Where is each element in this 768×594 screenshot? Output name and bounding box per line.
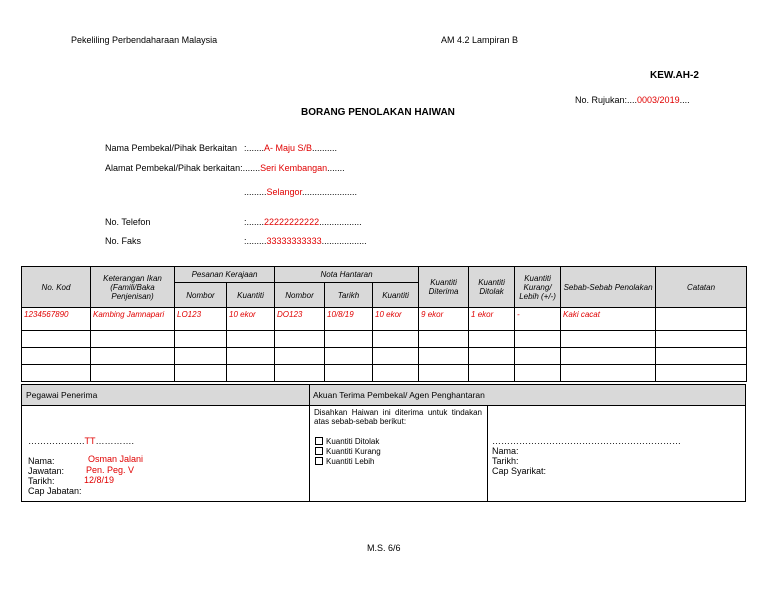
cell-pesanan-nombor: LO123 <box>175 308 227 331</box>
col-header-tarikh: Tarikh <box>325 283 373 308</box>
acknowledgement-box <box>21 384 746 502</box>
col-header-catatan: Catatan <box>656 267 747 308</box>
supplier-name-label: Nama Pembekal/Pihak Berkaitan <box>105 143 238 153</box>
supplier-address2-value: Selangor <box>266 187 303 197</box>
department-stamp-label: Cap Jabatan: <box>28 486 82 496</box>
col-header-kuantiti: Kuantiti <box>373 283 419 308</box>
supplier-address-value: Seri Kembangan <box>260 163 328 173</box>
col-header-pesanan: Pesanan Kerajaan <box>175 267 275 283</box>
col-header-diterima: Kuantiti Diterima <box>419 267 469 308</box>
dots: .......... <box>312 143 338 153</box>
col-header-sebab: Sebab-Sebab Penolakan <box>561 267 656 308</box>
form-code: KEW.AH-2 <box>650 70 699 81</box>
phone-label: No. Telefon <box>105 217 151 227</box>
reference-number <box>575 95 690 105</box>
checkbox-icon[interactable] <box>315 457 323 465</box>
appendix-ref: AM 4.2 Lampiran B <box>441 35 519 45</box>
officer-date-label: Tarikh: <box>28 476 55 486</box>
cell-keterangan: Kambing Jamnapari <box>91 308 175 331</box>
table-row-empty <box>22 331 747 348</box>
cell-kurang: - <box>515 308 561 331</box>
supplier-address-line2 <box>244 187 357 197</box>
reference-label: No. Rujukan:.... <box>575 95 638 105</box>
col-header-nokod: No. Kod <box>22 267 91 308</box>
dots: :........ <box>244 236 267 246</box>
page-number: M.S. 6/6 <box>367 543 401 553</box>
supplier-name-value: A- Maju S/B <box>264 143 313 153</box>
supplier-ack-header: Akuan Terima Pembekal/ Agen Penghantaran <box>309 385 745 406</box>
circular-title: Pekeliling Perbendaharaan Malaysia <box>71 35 218 45</box>
rejection-table <box>21 266 747 382</box>
option-label: Kuantiti Ditolak <box>326 437 380 446</box>
phone-value: 22222222222 <box>264 217 320 227</box>
cell-sebab: Kaki cacat <box>561 308 656 331</box>
col-header-keterangan: Keterangan Ikan (Famili/Baka Penjenisan) <box>91 267 175 308</box>
supplier-date-label: Tarikh: <box>492 456 519 466</box>
col-header-kurang: Kuantiti Kurang/ Lebih (+/-) <box>515 267 561 308</box>
officer-position-value: Pen. Peg. V <box>86 465 135 475</box>
officer-initials: TT <box>84 436 96 446</box>
col-header-nombor: Nombor <box>275 283 325 308</box>
receiving-officer-header: Pegawai Penerima <box>22 385 309 406</box>
col-header-ditolak: Kuantiti Ditolak <box>469 267 515 308</box>
officer-name-value: Osman Jalani <box>88 454 144 464</box>
divider <box>487 406 488 501</box>
dots: ......... <box>244 187 267 197</box>
supplier-name-label: Nama: <box>492 446 519 456</box>
dots: :....... <box>244 143 265 153</box>
option-label: Kuantiti Kurang <box>326 447 381 456</box>
fax-field <box>244 236 367 246</box>
col-header-kuantiti: Kuantiti <box>227 283 275 308</box>
dots: ....... <box>327 163 345 173</box>
option-label: Kuantiti Lebih <box>326 457 375 466</box>
option-lebih[interactable] <box>315 457 374 466</box>
checkbox-icon[interactable] <box>315 437 323 445</box>
checkbox-icon[interactable] <box>315 447 323 455</box>
col-header-nota: Nota Hantaran <box>275 267 419 283</box>
supplier-address-field <box>105 163 345 173</box>
supplier-signature-line: ……………………………………………………… <box>492 436 681 446</box>
fax-value: 33333333333 <box>266 236 322 246</box>
company-stamp-label: Cap Syarikat: <box>492 466 547 476</box>
reference-value: 0003/2019 <box>637 95 680 105</box>
cell-nokod: 1234567890 <box>22 308 91 331</box>
reference-dots: .... <box>679 95 690 105</box>
table-row-empty <box>22 348 747 365</box>
cell-diterima: 9 ekor <box>419 308 469 331</box>
option-ditolak[interactable] <box>315 437 379 446</box>
dots: :....... <box>244 217 265 227</box>
supplier-name-field <box>244 143 337 153</box>
officer-signature <box>28 436 134 446</box>
cell-nota-tarikh: 10/8/19 <box>325 308 373 331</box>
table-row <box>22 308 747 331</box>
cell-nota-nombor: DO123 <box>275 308 325 331</box>
cell-pesanan-kuantiti: 10 ekor <box>227 308 275 331</box>
phone-field <box>244 217 362 227</box>
dots: …………. <box>95 436 135 446</box>
option-kurang[interactable] <box>315 447 381 456</box>
officer-name-label: Nama: <box>28 456 55 466</box>
acknowledgement-text: Disahkan Haiwan ini diterima untuk tindakan atas sebab-sebab berikut: <box>314 408 482 426</box>
cell-nota-kuantiti: 10 ekor <box>373 308 419 331</box>
dots: ………………. <box>28 436 85 446</box>
officer-position-label: Jawatan: <box>28 466 65 476</box>
dots: ...................... <box>302 187 358 197</box>
cell-ditolak: 1 ekor <box>469 308 515 331</box>
fax-label: No. Faks <box>105 236 142 246</box>
col-header-nombor: Nombor <box>175 283 227 308</box>
cell-catatan <box>656 308 747 331</box>
table-row-empty <box>22 365 747 382</box>
divider <box>309 385 310 501</box>
form-title: BORANG PENOLAKAN HAIWAN <box>301 107 455 118</box>
dots: .................. <box>321 236 367 246</box>
dots: ................. <box>319 217 362 227</box>
supplier-address-label: Alamat Pembekal/Pihak berkaitan:....... <box>105 163 261 173</box>
officer-date-value: 12/8/19 <box>84 475 115 485</box>
